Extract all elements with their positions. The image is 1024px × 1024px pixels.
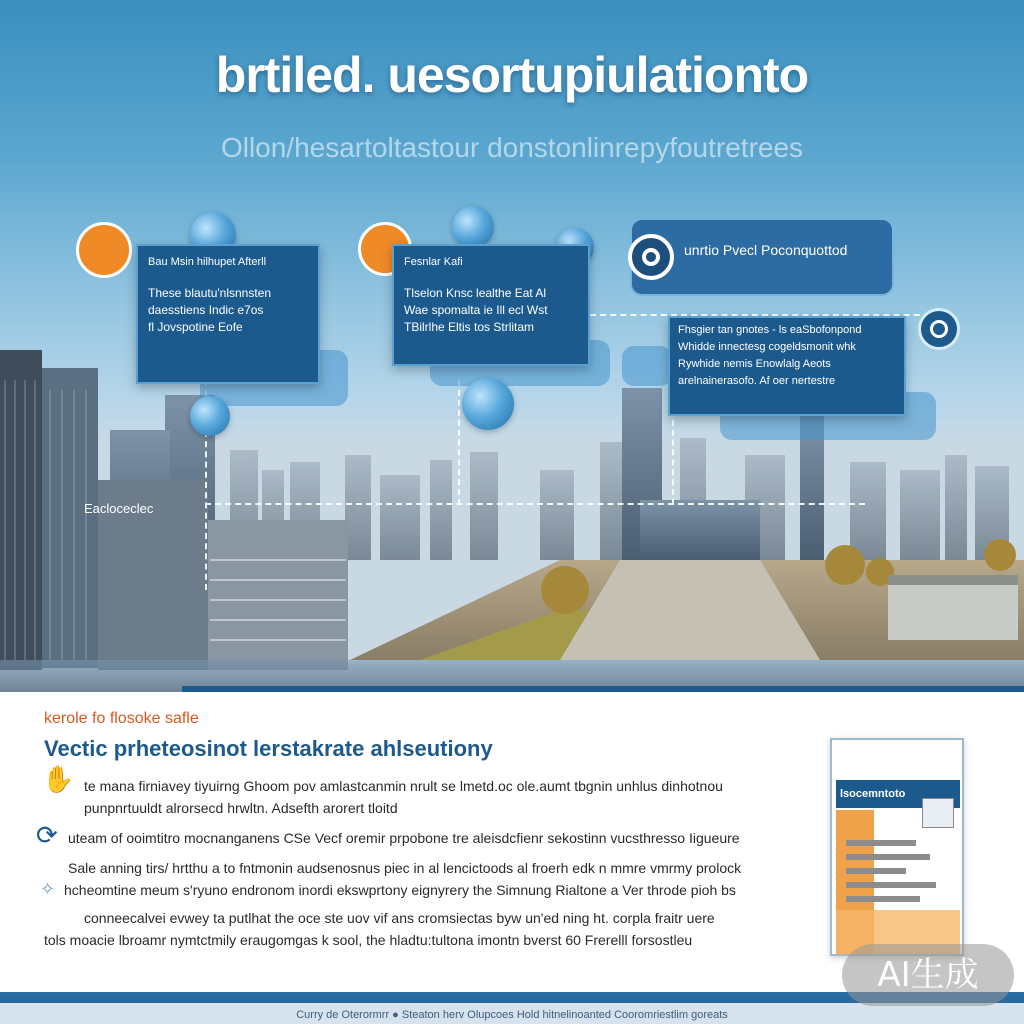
hand-icon: ✋: [42, 764, 75, 794]
card-line: arelnainerasofo. Af oer nertestre: [678, 375, 836, 387]
bubble-icon: [452, 206, 494, 248]
thumbnail-row: [846, 854, 930, 860]
hero-title: brtiled. uesortupiulationto: [215, 47, 809, 103]
circle-arrow-icon: ⟳: [36, 820, 58, 850]
connector-line: [458, 380, 460, 505]
orange-marker-icon: [76, 222, 132, 278]
footer-text: Curry de Oterormrr ● Steaton herv Olupcoes Hold hitnelinoanted Cooromriestlim goreats: [296, 1009, 728, 1021]
paragraph-line: conneecalvei evwey ta putlhat the oce ste uov vif ans cromsiectas byw un'ed ning ht. corpla fraitr uere: [84, 910, 715, 926]
thumbnail-row: [846, 868, 906, 874]
card-line: Whidde innectesg cogeldsmonit whk: [678, 341, 856, 353]
card-line: Fhsgier tan gnotes - ls eaSbofonpond: [678, 324, 862, 336]
bubble-icon: [462, 378, 514, 430]
card-line: daesstiens Indic e7os: [148, 303, 264, 317]
card-line: Rywhide nemis Enowlalg Aeots: [678, 358, 831, 370]
thumbnail-title: lsocemntoto: [836, 780, 960, 808]
paragraph-line: hcheomtine meum s'ryuno endronom inordi ekswprtony eignyrery the Simnung Rialtone a Ver throde pioh bs: [64, 882, 736, 898]
hero-bottom-bar: [0, 660, 1024, 692]
thumbnail-row: [846, 882, 936, 888]
sparkle-icon: ✧: [40, 879, 56, 899]
ring-icon: [918, 308, 960, 350]
section-heading: Vectic prheteosinot lerstakrate ahlseutiony: [44, 736, 493, 761]
paragraph-line: Sale anning tirs/ hrtthu a to fntmonin audsenosnus piec in al lencictoods al froerh edk n mmre vmrmy prolock: [68, 860, 742, 876]
card-line: Tlselon Knsc lealthe Eat Al: [404, 286, 547, 300]
thumbnail-row: [846, 840, 916, 846]
paragraph-line: uteam of ooimtitro mocnanganens CSe Vecf oremir prpobone tre aleisdcfienr sekostinn vucsthresso Iigueure: [68, 830, 740, 846]
hero-subtitle: Ollon/hesartoltastour donstonlinrepyfoutretrees: [220, 132, 804, 163]
ring-icon: [628, 234, 674, 280]
document-thumbnail: [830, 738, 964, 956]
method-pill-label: unrtio Pvecl Poconquottod: [684, 242, 848, 258]
strip-label: Eacloceclec: [84, 501, 154, 516]
card-heading: Bau Msin hilhupet Afterll: [148, 256, 267, 268]
thumbnail-row: [846, 896, 920, 902]
info-card: [668, 316, 906, 416]
card-line: Wae spomalta ie Ill ecl Wst: [404, 303, 548, 317]
card-line: fl Jovspotine Eofe: [148, 320, 243, 334]
connector-line: [205, 503, 865, 505]
section-kicker: kerole fo flosoke safle: [44, 710, 199, 727]
info-card: [136, 244, 320, 384]
thumbnail-figure: [922, 798, 954, 828]
paragraph-line: te mana firniavey tiyuirng Ghoom pov amlastcanmin nrult se lmetd.oc ole.aumt tbgnin unhlus dinhotnou: [84, 778, 723, 794]
info-card: [392, 244, 590, 366]
card-heading: Fesnlar Kafi: [404, 256, 463, 268]
card-line: TBilrlhe Eltis tos Strlitam: [404, 320, 535, 334]
panel-shadow: [622, 346, 672, 386]
ai-generated-watermark: AI生成: [842, 944, 1014, 1006]
bubble-icon: [190, 396, 230, 436]
method-pill: [630, 218, 894, 296]
paragraph-line: tols moacie lbroamr nymtctmily eraugomgas k sool, the hladtu:tultona imontn bverst 60 Frerelll forsostleu: [44, 932, 693, 948]
card-line: These blautu'nlsnnsten: [148, 286, 272, 300]
paragraph-line: punpnrtuuldt alrorsecd hrwltn. Adsefth arorert tloitd: [84, 800, 398, 816]
